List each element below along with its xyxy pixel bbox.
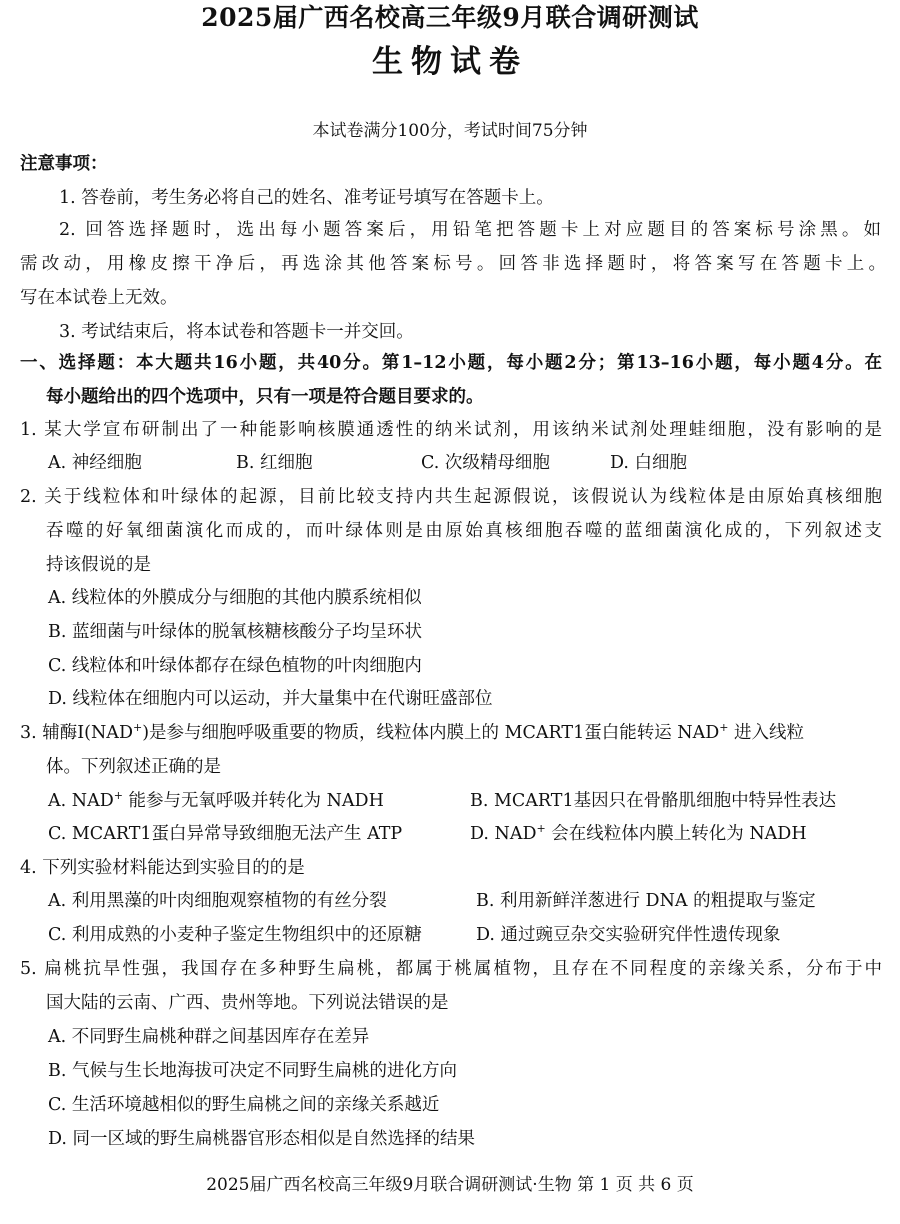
option-a-part-2: 能参与无氧呼吸并转化为 NADH: [122, 791, 384, 811]
subject-title: 生物试卷: [372, 44, 528, 80]
question-3-stem-part-2: )是参与细胞呼吸重要的物质，线粒体内膜上的 MCART1蛋白能转运 NAD: [142, 723, 720, 743]
superscript-plus: +: [132, 721, 143, 735]
page-footer: 2025届广西名校高三年级9月联合调研测试·生物 第 1 页 共 6 页: [206, 1175, 694, 1195]
notice-item-3: 3. 考试结束后，将本试卷和答题卡一并交回。: [59, 322, 414, 342]
question-4-option-c: C. 利用成熟的小麦种子鉴定生物组织中的还原糖: [48, 925, 422, 945]
question-2-stem-line-2: 吞噬的好氧细菌演化而成的，而叶绿体则是由原始真核细胞吞噬的蓝细菌演化成的，下列叙述支: [46, 521, 882, 541]
option-d-part-1: D. NAD: [470, 824, 537, 844]
option-a-part-1: A. NAD: [48, 791, 114, 811]
superscript-plus: +: [536, 822, 546, 836]
question-2-option-a: A. 线粒体的外膜成分与细胞的其他内膜系统相似: [48, 588, 422, 608]
question-2-stem-line-1: 2. 关于线粒体和叶绿体的起源，目前比较支持内共生起源假说，该假说认为线粒体是由原始真核细胞: [20, 487, 882, 507]
question-5-option-a: A. 不同野生扁桃种群之间基因库存在差异: [48, 1027, 370, 1047]
question-1-option-d: D. 白细胞: [610, 453, 688, 473]
question-4-stem: 4. 下列实验材料能达到实验目的的是: [20, 858, 305, 878]
question-3-option-c: C. MCART1蛋白异常导致细胞无法产生 ATP: [48, 824, 403, 844]
question-4-option-d: D. 通过豌豆杂交实验研究伴性遗传现象: [476, 925, 781, 945]
question-3-stem-line-1: [20, 721, 804, 745]
notice-item-1: 1. 答卷前，考生务必将自己的姓名、准考证号填写在答题卡上。: [59, 188, 554, 208]
question-2-option-b: B. 蓝细菌与叶绿体的脱氧核糖核酸分子均呈环状: [48, 622, 422, 642]
notice-item-2-line-3: 写在本试卷上无效。: [20, 288, 178, 308]
question-2-stem-line-3: 持该假说的是: [46, 555, 151, 575]
question-5-stem-line-2: 国大陆的云南、广西、贵州等地。下列说法错误的是: [46, 993, 449, 1013]
section-1-heading-line-2: 每小题给出的四个选项中，只有一项是符合题目要求的。: [46, 387, 484, 407]
question-3-option-a: [48, 789, 384, 813]
question-5-option-b: B. 气候与生长地海拔可决定不同野生扁桃的进化方向: [48, 1061, 457, 1081]
question-1-option-b: B. 红细胞: [236, 453, 313, 473]
notice-heading: 注意事项：: [20, 154, 108, 174]
question-2-option-c: C. 线粒体和叶绿体都存在绿色植物的叶肉细胞内: [48, 656, 422, 676]
question-1-option-c: C. 次级精母细胞: [421, 453, 550, 473]
superscript-plus: +: [113, 789, 123, 803]
question-3-stem-line-2: 体。下列叙述正确的是: [46, 757, 221, 777]
question-5-option-c: C. 生活环境越相似的野生扁桃之间的亲缘关系越近: [48, 1095, 440, 1115]
question-2-option-d: D. 线粒体在细胞内可以运动，并大量集中在代谢旺盛部位: [48, 689, 493, 709]
notice-item-2-line-1: 2. 回答选择题时，选出每小题答案后，用铅笔把答题卡上对应题目的答案标号涂黑。如: [59, 220, 881, 240]
question-5-stem-line-1: 5. 扁桃抗旱性强，我国存在多种野生扁桃，都属于桃属植物，且存在不同程度的亲缘关系，分布于中: [20, 959, 882, 979]
superscript-plus: +: [719, 721, 729, 735]
question-4-option-a: A. 利用黑藻的叶肉细胞观察植物的有丝分裂: [48, 891, 387, 911]
exam-info: 本试卷满分100分，考试时间75分钟: [312, 121, 588, 141]
exam-title: 2025届广西名校高三年级9月联合调研测试: [201, 3, 699, 32]
question-3-option-d: [470, 822, 807, 846]
question-3-stem-part-1: 3. 辅酶Ⅰ(NAD: [20, 723, 133, 743]
notice-item-2-line-2: 需改动，用橡皮擦干净后，再选涂其他答案标号。回答非选择题时，将答案写在答题卡上。: [20, 254, 886, 274]
question-4-option-b: B. 利用新鲜洋葱进行 DNA 的粗提取与鉴定: [476, 891, 816, 911]
section-1-heading: 一、选择题：本大题共16小题，共40分。第1–12小题，每小题2分；第13–16小题，每小题4分。在: [20, 353, 882, 373]
question-3-stem-part-3: 进入线粒: [728, 723, 805, 743]
question-1-option-a: A. 神经细胞: [48, 453, 142, 473]
question-3-option-b: B. MCART1基因只在骨骼肌细胞中特异性表达: [470, 791, 837, 811]
question-5-option-d: D. 同一区域的野生扁桃器官形态相似是自然选择的结果: [48, 1129, 476, 1149]
question-1-stem: 1. 某大学宣布研制出了一种能影响核膜通透性的纳米试剂，用该纳米试剂处理蛙细胞，没有影响的是: [20, 420, 882, 440]
option-d-part-2: 会在线粒体内膜上转化为 NADH: [545, 824, 807, 844]
